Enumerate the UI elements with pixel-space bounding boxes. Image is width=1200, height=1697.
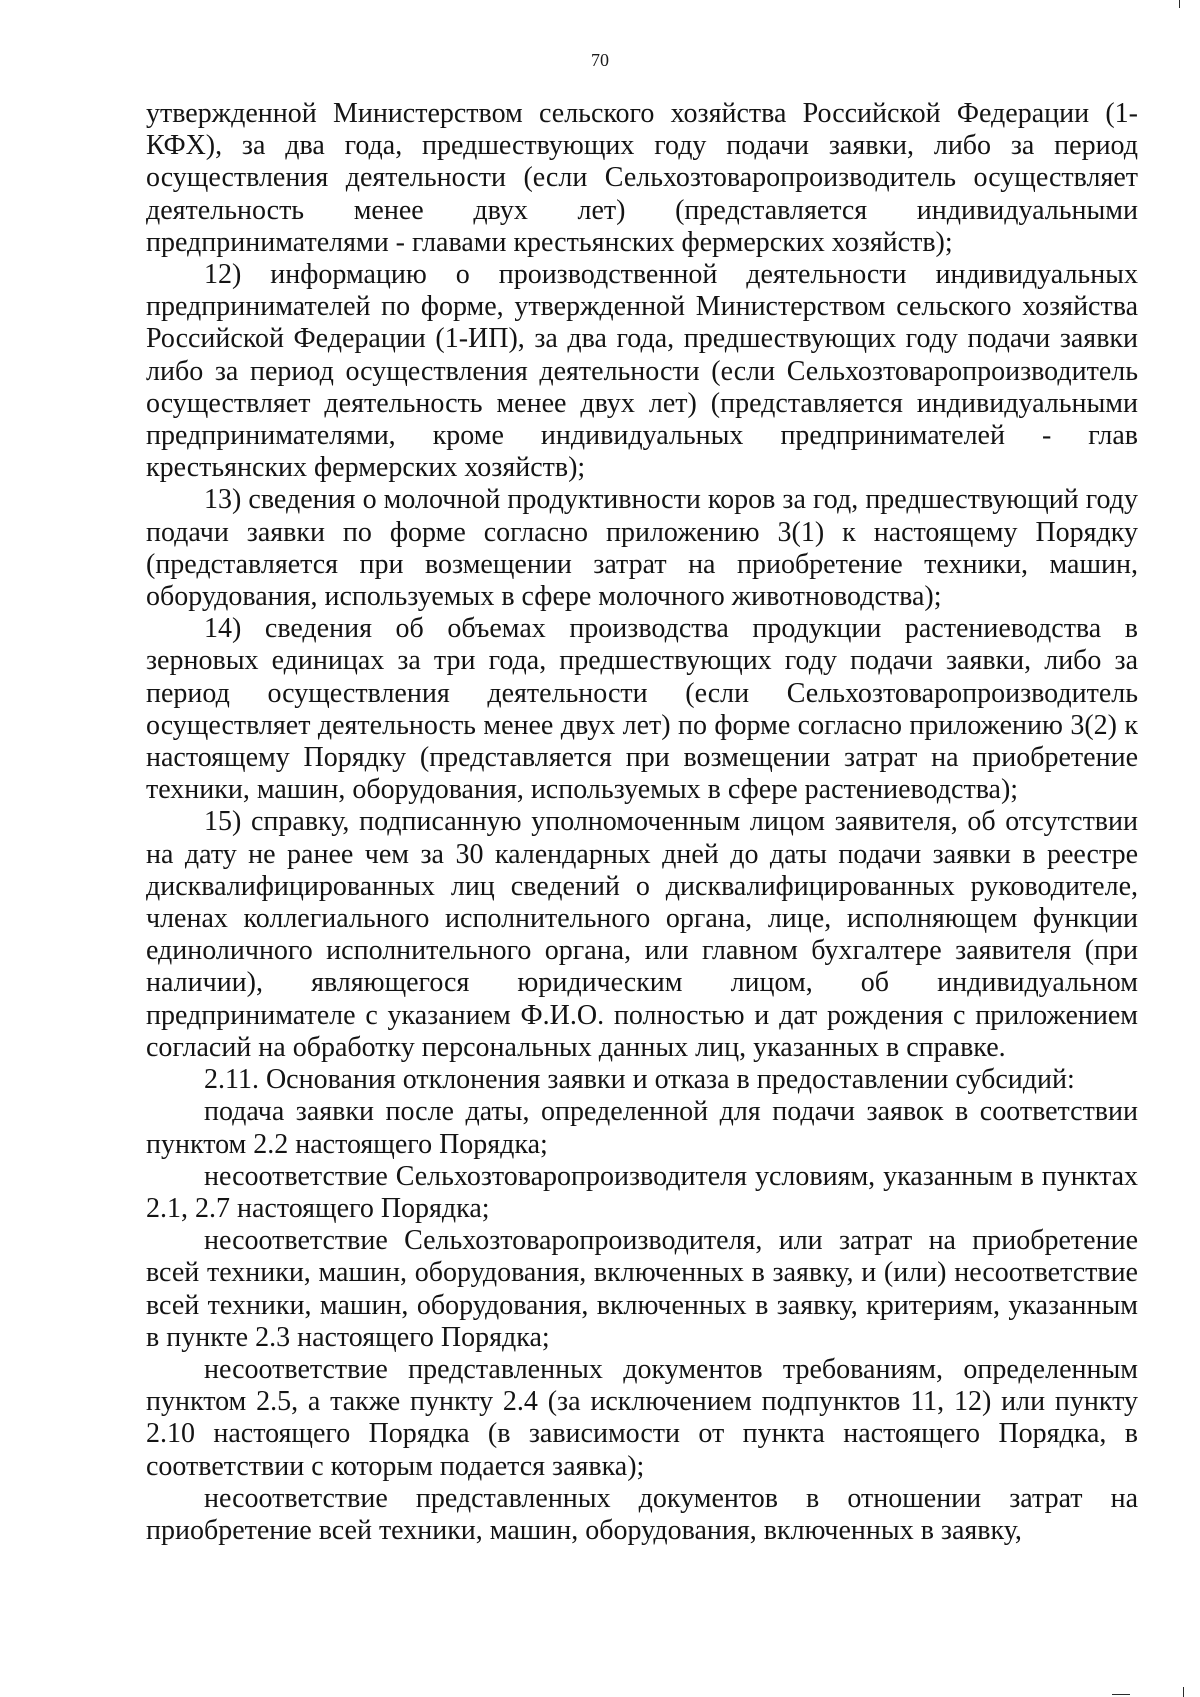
- paragraph-rejection-reason: несоответствие представленных документов требованиям, определенным пунктом 2.5, а также пункту 2.4 (за исключением подпунктов 11, 12) или пункту 2.10 настоящего Порядка (в зависимости от пункта настоящего Порядка, в соответствии с которым подается заявка);: [146, 1353, 1138, 1482]
- scan-edge-mark: [1179, 0, 1180, 8]
- page-number: 70: [591, 50, 609, 70]
- paragraph-rejection-reason: несоответствие Сельхозтоваропроизводителя условиям, указанным в пунктах 2.1, 2.7 настоящего Порядка;: [146, 1160, 1138, 1224]
- paragraph-continuation: утвержденной Министерством сельского хозяйства Российской Федерации (1-КФХ), за два года, предшествующих году подачи заявки, либо за период осуществления деятельности (если Сельхозтоваропроизводитель осуществляет деятельность менее двух лет) (представляется индивидуальными предпринимателями - главами крестьянских фермерских хозяйств);: [146, 98, 1138, 258]
- paragraph-item-14: 14) сведения об объемах производства продукции растениеводства в зерновых единицах за три года, предшествующих году подачи заявки, либо за период осуществления деятельности (если Сельхозтоваропроизводитель осуществляет деятельность менее двух лет) по форме согласно приложению 3(2) к настоящему Порядку (представляется при возмещении затрат на приобретение техники, машин, оборудования, используемых в сфере растениеводства);: [146, 613, 1138, 806]
- paragraph-rejection-reason: подача заявки после даты, определенной для подачи заявок в соответствии пунктом 2.2 настоящего Порядка;: [146, 1096, 1138, 1160]
- document-body: [146, 98, 1138, 1547]
- paragraph-item-15: 15) справку, подписанную уполномоченным лицом заявителя, об отсутствии на дату не ранее чем за 30 календарных дней до даты подачи заявки в реестре дисквалифицированных лиц сведений о дисквалифицированных руководителе, членах коллегиального исполнительного органа, лице, исполняющем функции единоличного исполнительного органа, или главном бухгалтере заявителя (при наличии), являющегося юридическим лицом, об индивидуальном предпринимателе с указанием Ф.И.О. полностью и дат рождения с приложением согласий на обработку персональных данных лиц, указанных в справке.: [146, 806, 1138, 1063]
- scan-edge-mark: [1112, 1694, 1130, 1695]
- paragraph-section-2-11: 2.11. Основания отклонения заявки и отказа в предоставлении субсидий:: [204, 1064, 1075, 1096]
- scan-edge-mark: [1183, 1687, 1184, 1697]
- paragraph-item-12: 12) информацию о производственной деятельности индивидуальных предпринимателей по форме, утвержденной Министерством сельского хозяйства Российской Федерации (1-ИП), за два года, предшествующих году подачи заявки либо за период осуществления деятельности (если Сельхозтоваропроизводитель осуществляет деятельность менее двух лет) (представляется индивидуальными предпринимателями, кроме индивидуальных предпринимателей - глав крестьянских фермерских хозяйств);: [146, 259, 1138, 484]
- paragraph-rejection-reason: несоответствие Сельхозтоваропроизводителя, или затрат на приобретение всей техники, машин, оборудования, включенных в заявку, и (или) несоответствие всей техники, машин, оборудования, включенных в заявку, критериям, указанным в пункте 2.3 настоящего Порядка;: [146, 1225, 1138, 1353]
- paragraph-rejection-reason: несоответствие представленных документов в отношении затрат на приобретение всей техники, машин, оборудования, включенных в заявку,: [146, 1482, 1138, 1546]
- paragraph-item-13: 13) сведения о молочной продуктивности коров за год, предшествующий году подачи заявки по форме согласно приложению 3(1) к настоящему Порядку (представляется при возмещении затрат на приобретение техники, машин, оборудования, используемых в сфере молочного животноводства);: [146, 484, 1138, 613]
